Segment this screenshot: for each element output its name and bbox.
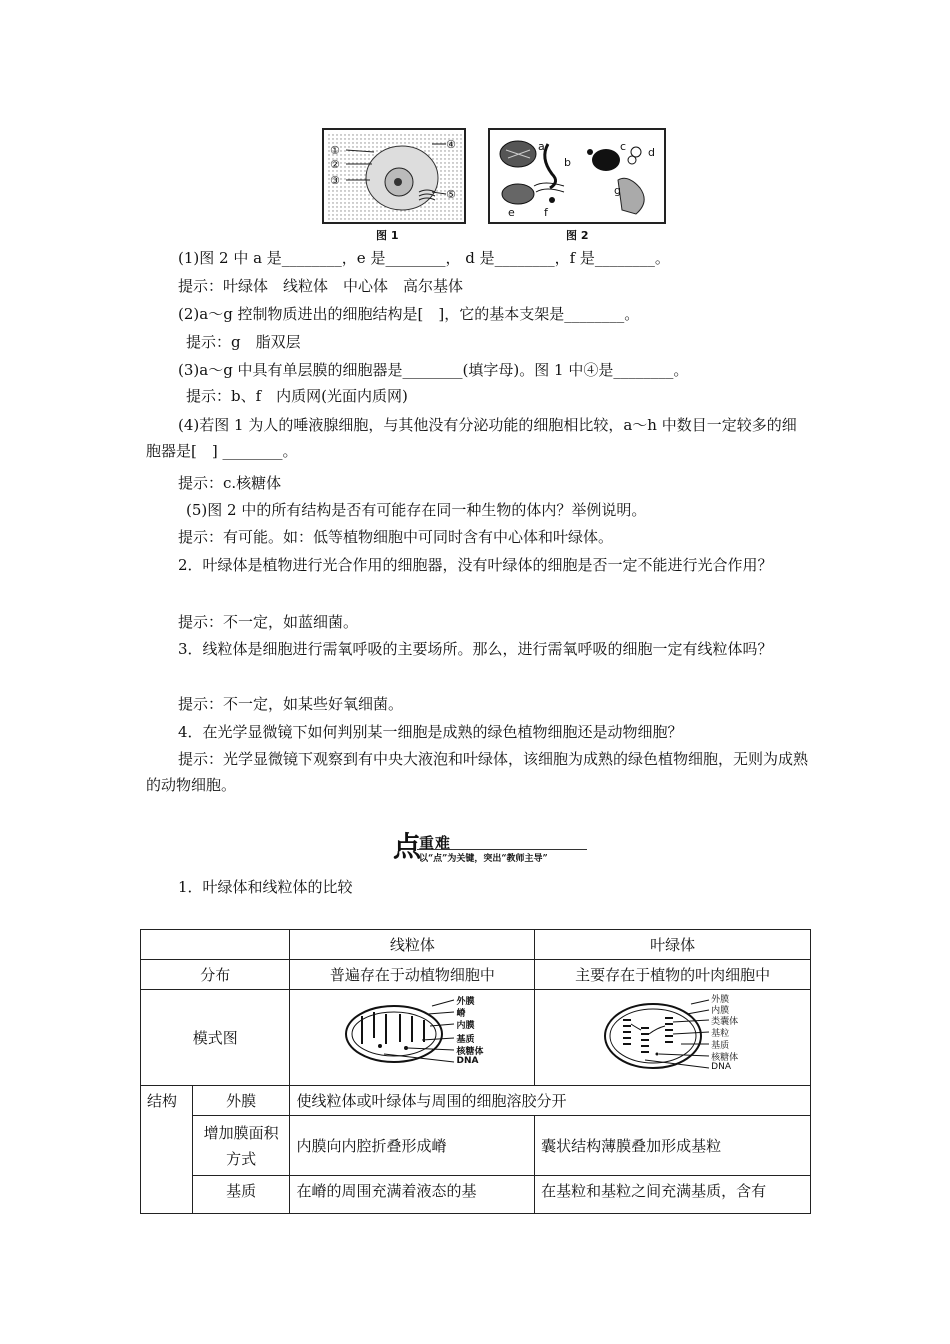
chloro-label: DNA <box>711 1062 731 1072</box>
qa-hint: 提示：c.核糖体 <box>178 474 282 492</box>
banner-big-char: 点 <box>393 830 422 863</box>
row-label-diagram: 模式图 <box>141 990 290 1086</box>
qa-line: 4．在光学显微镜下如何判别某一细胞是成熟的绿色植物细胞还是动物细胞？ <box>178 723 683 741</box>
cell-chloro-diagram <box>535 990 811 1086</box>
fig2-label-g: g <box>614 184 621 197</box>
fig1-label-2: ② <box>330 158 340 171</box>
chloro-label: 外膜 <box>711 995 730 1005</box>
cell-mito-membrane-area: 内膜向内腔折叠形成嵴 <box>290 1116 535 1176</box>
mito-label: 基质 <box>456 1035 475 1045</box>
qa-line: (3)a～g 中具有单层膜的细胞器是________(填字母)。图 1 中④是________。 <box>178 361 689 379</box>
fig2-label-f: f <box>544 206 548 219</box>
row-label-membrane-area: 增加膜面积方式 <box>192 1116 290 1176</box>
fig2-label-e: e <box>508 206 515 219</box>
table-row <box>141 930 811 960</box>
mito-label: DNA <box>456 1056 479 1066</box>
banner-rule <box>417 849 587 850</box>
cell-outer-membrane: 使线粒体或叶绿体与周围的细胞溶胶分开 <box>290 1086 811 1116</box>
cell-mito-distribution: 普遍存在于动植物细胞中 <box>290 960 535 990</box>
qa-hint: 提示：不一定，如某些好氧细菌。 <box>178 695 404 713</box>
fig1-label-3: ③ <box>330 174 340 187</box>
qa-line: (4)若图 1 为人的唾液腺细胞，与其他没有分泌功能的细胞相比较，a～h 中数目一定较多的细胞器是[ ] ________。 <box>146 416 797 460</box>
table-row <box>141 1116 811 1176</box>
fig2-label-b: b <box>564 156 571 169</box>
fig1-label-1: ① <box>330 144 340 157</box>
mito-label: 内膜 <box>456 1021 475 1031</box>
figure-2-caption: 图 2 <box>566 229 589 242</box>
organelle-diagram-2 <box>490 130 664 222</box>
row-label-outer-membrane: 外膜 <box>192 1086 290 1116</box>
row-label-matrix: 基质 <box>192 1176 290 1214</box>
cell-chloro-matrix: 在基粒和基粒之间充满基质，含有 <box>535 1176 811 1214</box>
mito-label: 外膜 <box>456 997 475 1007</box>
fig2-label-d: d <box>648 146 655 159</box>
chloro-label: 内膜 <box>711 1006 730 1016</box>
section-banner <box>393 832 593 866</box>
qa-hint: 提示：叶绿体 线粒体 中心体 高尔基体 <box>178 277 464 295</box>
cell-chloro-distribution: 主要存在于植物的叶肉细胞中 <box>535 960 811 990</box>
fig1-label-5: ⑤ <box>446 188 456 201</box>
qa-line: 3．线粒体是细胞进行需氧呼吸的主要场所。那么，进行需氧呼吸的细胞一定有线粒体吗？ <box>178 640 773 658</box>
fig2-label-c: c <box>620 140 627 153</box>
qa-hint: 提示：光学显微镜下观察到有中央大液泡和叶绿体，该细胞为成熟的绿色植物细胞，无则为成熟的动物细胞。 <box>146 750 809 794</box>
row-label-distribution: 分布 <box>141 960 290 990</box>
figure-1 <box>322 128 466 224</box>
mitochondria-diagram <box>342 994 502 1080</box>
comparison-table <box>140 929 811 1214</box>
header-mitochondria: 线粒体 <box>290 930 535 960</box>
qa-line: 2．叶绿体是植物进行光合作用的细胞器，没有叶绿体的细胞是否一定不能进行光合作用？ <box>178 556 773 574</box>
qa-hint: 提示：有可能。如：低等植物细胞中可同时含有中心体和叶绿体。 <box>178 528 614 546</box>
qa-line: (2)a～g 控制物质进出的细胞结构是[ ]，它的基本支架是________。 <box>178 305 640 323</box>
table-cell <box>141 930 290 960</box>
chloro-label: 类囊体 <box>711 1017 739 1027</box>
qa-line: (1)图 2 中 a 是________，e 是________， d 是________，f 是________。 <box>178 249 670 267</box>
table-row <box>141 960 811 990</box>
chloroplast-diagram <box>601 994 781 1080</box>
cell-mito-matrix: 在嵴的周围充满着液态的基 <box>290 1176 535 1214</box>
qa-hint: 提示：g 脂双层 <box>186 333 301 351</box>
fig1-label-4: ④ <box>446 138 456 151</box>
fig2-label-a: a <box>538 140 545 153</box>
table-row <box>141 990 811 1086</box>
cell-mito-diagram <box>290 990 535 1086</box>
mito-label: 嵴 <box>456 1009 466 1019</box>
chloro-label: 基质 <box>711 1041 730 1051</box>
banner-title: 重难 <box>419 834 452 852</box>
qa-hint: 提示：不一定，如蓝细菌。 <box>178 613 359 631</box>
cell-diagram-1 <box>324 130 464 222</box>
chloro-label: 核糖体 <box>711 1053 739 1063</box>
table-row <box>141 1176 811 1214</box>
figure-2 <box>488 128 666 224</box>
cell-chloro-membrane-area: 囊状结构薄膜叠加形成基粒 <box>535 1116 811 1176</box>
header-chloroplast: 叶绿体 <box>535 930 811 960</box>
qa-line: (5)图 2 中的所有结构是否有可能存在同一种生物的体内？举例说明。 <box>186 501 647 519</box>
qa-hint: 提示：b、f 内质网(光面内质网) <box>186 387 408 405</box>
section-title: 1．叶绿体和线粒体的比较 <box>178 878 353 896</box>
row-label-structure: 结构 <box>141 1086 193 1214</box>
banner-subtitle: 以“点”为关键，突出“教师主导” <box>419 854 548 864</box>
figure-1-caption: 图 1 <box>376 229 399 242</box>
chloro-label: 基粒 <box>711 1029 730 1039</box>
table-row <box>141 1086 811 1116</box>
mito-label: 核糖体 <box>456 1047 484 1057</box>
